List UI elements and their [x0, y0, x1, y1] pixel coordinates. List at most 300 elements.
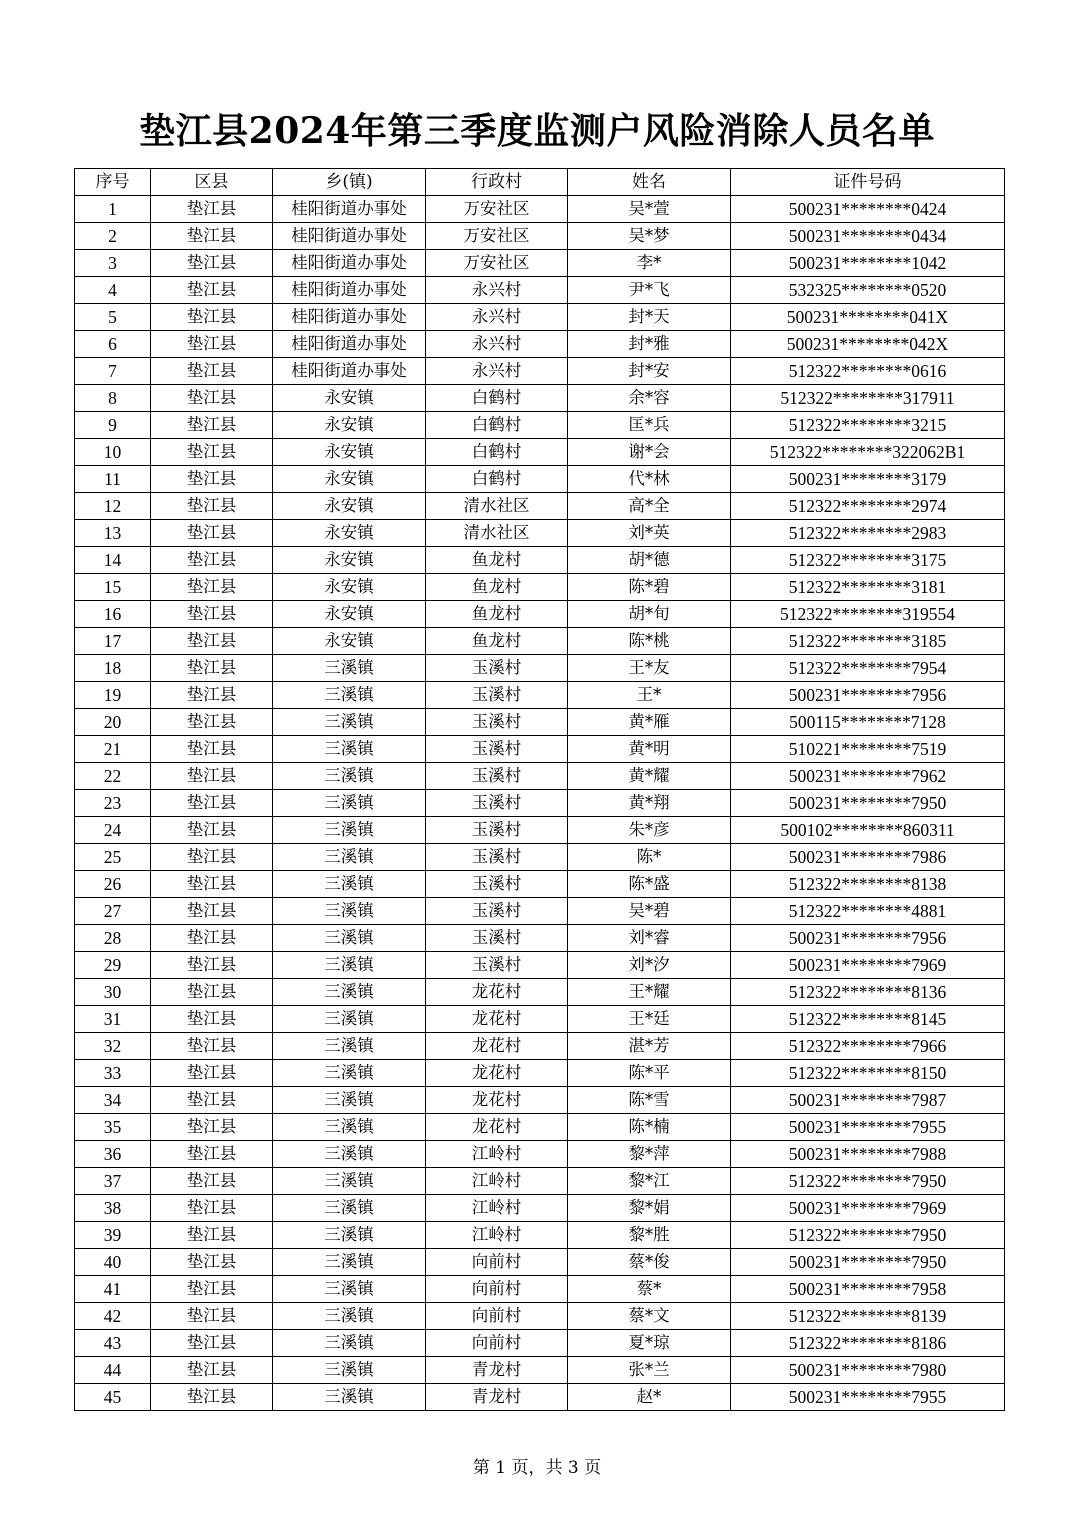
cell-town: 三溪镇 — [273, 898, 426, 925]
cell-seq: 45 — [75, 1384, 151, 1411]
table-row — [75, 790, 1005, 817]
cell-village: 玉溪村 — [426, 817, 568, 844]
cell-county: 垫江县 — [151, 277, 273, 304]
cell-village: 向前村 — [426, 1303, 568, 1330]
cell-seq: 17 — [75, 628, 151, 655]
cell-village: 鱼龙村 — [426, 628, 568, 655]
cell-town: 桂阳街道办事处 — [273, 331, 426, 358]
cell-town: 三溪镇 — [273, 1195, 426, 1222]
cell-county: 垫江县 — [151, 304, 273, 331]
cell-county: 垫江县 — [151, 1006, 273, 1033]
cell-seq: 40 — [75, 1249, 151, 1276]
table-row — [75, 358, 1005, 385]
table-row — [75, 1060, 1005, 1087]
cell-town: 三溪镇 — [273, 1141, 426, 1168]
table-row — [75, 547, 1005, 574]
cell-id-number: 500231********0424 — [731, 196, 1005, 223]
cell-village: 白鹤村 — [426, 439, 568, 466]
cell-county: 垫江县 — [151, 790, 273, 817]
cell-village: 江岭村 — [426, 1222, 568, 1249]
cell-id-number: 512322********322062B1 — [731, 439, 1005, 466]
cell-county: 垫江县 — [151, 439, 273, 466]
cell-village: 青龙村 — [426, 1384, 568, 1411]
cell-town: 三溪镇 — [273, 844, 426, 871]
cell-name: 王*耀 — [568, 979, 731, 1006]
cell-seq: 1 — [75, 196, 151, 223]
cell-county: 垫江县 — [151, 331, 273, 358]
cell-name: 代*林 — [568, 466, 731, 493]
cell-id-number: 500231********7969 — [731, 1195, 1005, 1222]
cell-id-number: 512322********7950 — [731, 1222, 1005, 1249]
table-row — [75, 277, 1005, 304]
cell-county: 垫江县 — [151, 763, 273, 790]
cell-seq: 3 — [75, 250, 151, 277]
cell-village: 玉溪村 — [426, 736, 568, 763]
column-header-town: 乡(镇) — [273, 169, 426, 196]
cell-town: 三溪镇 — [273, 925, 426, 952]
cell-village: 万安社区 — [426, 196, 568, 223]
cell-id-number: 500231********7958 — [731, 1276, 1005, 1303]
cell-name: 李* — [568, 250, 731, 277]
cell-village: 永兴村 — [426, 331, 568, 358]
cell-town: 三溪镇 — [273, 1060, 426, 1087]
cell-seq: 16 — [75, 601, 151, 628]
table-row — [75, 682, 1005, 709]
cell-name: 蔡* — [568, 1276, 731, 1303]
cell-county: 垫江县 — [151, 898, 273, 925]
cell-name: 陈*盛 — [568, 871, 731, 898]
table-row — [75, 1249, 1005, 1276]
cell-county: 垫江县 — [151, 385, 273, 412]
table-row — [75, 601, 1005, 628]
cell-id-number: 532325********0520 — [731, 277, 1005, 304]
column-header-name: 姓名 — [568, 169, 731, 196]
cell-village: 永兴村 — [426, 277, 568, 304]
table-row — [75, 817, 1005, 844]
column-header-county: 区县 — [151, 169, 273, 196]
cell-county: 垫江县 — [151, 1087, 273, 1114]
cell-town: 三溪镇 — [273, 1303, 426, 1330]
cell-id-number: 512322********8145 — [731, 1006, 1005, 1033]
cell-name: 吴*萱 — [568, 196, 731, 223]
cell-name: 胡*旬 — [568, 601, 731, 628]
cell-town: 永安镇 — [273, 601, 426, 628]
cell-seq: 41 — [75, 1276, 151, 1303]
column-header-id-number: 证件号码 — [731, 169, 1005, 196]
cell-id-number: 512322********8139 — [731, 1303, 1005, 1330]
table-row — [75, 763, 1005, 790]
cell-name: 尹*飞 — [568, 277, 731, 304]
cell-name: 胡*德 — [568, 547, 731, 574]
cell-name: 朱*彦 — [568, 817, 731, 844]
cell-town: 三溪镇 — [273, 1330, 426, 1357]
cell-id-number: 512322********0616 — [731, 358, 1005, 385]
cell-county: 垫江县 — [151, 250, 273, 277]
cell-town: 三溪镇 — [273, 1384, 426, 1411]
cell-name: 封*安 — [568, 358, 731, 385]
cell-name: 封*雅 — [568, 331, 731, 358]
cell-id-number: 500231********7956 — [731, 925, 1005, 952]
cell-id-number: 500231********041X — [731, 304, 1005, 331]
cell-town: 三溪镇 — [273, 1276, 426, 1303]
cell-county: 垫江县 — [151, 844, 273, 871]
table-row — [75, 520, 1005, 547]
cell-name: 蔡*文 — [568, 1303, 731, 1330]
cell-village: 清水社区 — [426, 493, 568, 520]
cell-village: 万安社区 — [426, 250, 568, 277]
cell-name: 陈* — [568, 844, 731, 871]
cell-seq: 10 — [75, 439, 151, 466]
cell-town: 永安镇 — [273, 385, 426, 412]
cell-seq: 11 — [75, 466, 151, 493]
cell-town: 永安镇 — [273, 520, 426, 547]
cell-seq: 31 — [75, 1006, 151, 1033]
cell-town: 三溪镇 — [273, 1006, 426, 1033]
cell-name: 吴*碧 — [568, 898, 731, 925]
cell-name: 刘*汐 — [568, 952, 731, 979]
cell-id-number: 512322********7966 — [731, 1033, 1005, 1060]
cell-county: 垫江县 — [151, 520, 273, 547]
cell-town: 三溪镇 — [273, 790, 426, 817]
cell-id-number: 512322********8136 — [731, 979, 1005, 1006]
table-row — [75, 385, 1005, 412]
cell-id-number: 500231********7956 — [731, 682, 1005, 709]
cell-village: 白鹤村 — [426, 412, 568, 439]
table-row — [75, 1141, 1005, 1168]
column-header-seq: 序号 — [75, 169, 151, 196]
cell-id-number: 510221********7519 — [731, 736, 1005, 763]
cell-village: 龙花村 — [426, 979, 568, 1006]
cell-name: 陈*平 — [568, 1060, 731, 1087]
cell-seq: 25 — [75, 844, 151, 871]
cell-county: 垫江县 — [151, 196, 273, 223]
cell-town: 三溪镇 — [273, 1087, 426, 1114]
table-row — [75, 898, 1005, 925]
cell-name: 黄*明 — [568, 736, 731, 763]
cell-name: 黄*耀 — [568, 763, 731, 790]
cell-county: 垫江县 — [151, 1303, 273, 1330]
table-row — [75, 574, 1005, 601]
cell-town: 永安镇 — [273, 547, 426, 574]
table-row — [75, 493, 1005, 520]
cell-village: 向前村 — [426, 1249, 568, 1276]
table-row — [75, 466, 1005, 493]
table-row — [75, 1357, 1005, 1384]
cell-county: 垫江县 — [151, 979, 273, 1006]
cell-id-number: 500231********7988 — [731, 1141, 1005, 1168]
cell-town: 三溪镇 — [273, 952, 426, 979]
cell-village: 玉溪村 — [426, 925, 568, 952]
cell-town: 三溪镇 — [273, 763, 426, 790]
table-row — [75, 1195, 1005, 1222]
cell-seq: 33 — [75, 1060, 151, 1087]
cell-county: 垫江县 — [151, 1114, 273, 1141]
table-header-row — [75, 169, 1005, 196]
cell-county: 垫江县 — [151, 1060, 273, 1087]
column-header-village: 行政村 — [426, 169, 568, 196]
cell-id-number: 512322********4881 — [731, 898, 1005, 925]
cell-village: 江岭村 — [426, 1195, 568, 1222]
cell-town: 永安镇 — [273, 412, 426, 439]
table-row — [75, 1303, 1005, 1330]
cell-seq: 14 — [75, 547, 151, 574]
cell-town: 桂阳街道办事处 — [273, 223, 426, 250]
cell-county: 垫江县 — [151, 925, 273, 952]
cell-name: 谢*会 — [568, 439, 731, 466]
cell-village: 玉溪村 — [426, 763, 568, 790]
cell-seq: 7 — [75, 358, 151, 385]
cell-town: 永安镇 — [273, 574, 426, 601]
cell-name: 陈*碧 — [568, 574, 731, 601]
cell-id-number: 512322********8138 — [731, 871, 1005, 898]
cell-name: 匡*兵 — [568, 412, 731, 439]
cell-town: 三溪镇 — [273, 1222, 426, 1249]
table-row — [75, 844, 1005, 871]
table-row — [75, 1006, 1005, 1033]
cell-id-number: 500231********0434 — [731, 223, 1005, 250]
cell-name: 陈*桃 — [568, 628, 731, 655]
cell-village: 玉溪村 — [426, 682, 568, 709]
cell-village: 青龙村 — [426, 1357, 568, 1384]
cell-village: 龙花村 — [426, 1087, 568, 1114]
table-row — [75, 1033, 1005, 1060]
cell-village: 龙花村 — [426, 1006, 568, 1033]
cell-town: 桂阳街道办事处 — [273, 304, 426, 331]
table-row — [75, 952, 1005, 979]
table-row — [75, 1222, 1005, 1249]
cell-name: 黎*江 — [568, 1168, 731, 1195]
cell-id-number: 512322********2983 — [731, 520, 1005, 547]
cell-seq: 15 — [75, 574, 151, 601]
cell-name: 余*容 — [568, 385, 731, 412]
cell-id-number: 500231********1042 — [731, 250, 1005, 277]
cell-seq: 21 — [75, 736, 151, 763]
cell-county: 垫江县 — [151, 628, 273, 655]
cell-id-number: 512322********3185 — [731, 628, 1005, 655]
table-row — [75, 1276, 1005, 1303]
cell-town: 三溪镇 — [273, 1357, 426, 1384]
cell-village: 玉溪村 — [426, 952, 568, 979]
table-row — [75, 871, 1005, 898]
cell-seq: 18 — [75, 655, 151, 682]
cell-county: 垫江县 — [151, 601, 273, 628]
table-row — [75, 250, 1005, 277]
cell-id-number: 500231********7986 — [731, 844, 1005, 871]
page-footer: 第 1 页，共 3 页 — [472, 1458, 602, 1478]
cell-id-number: 500231********7969 — [731, 952, 1005, 979]
cell-town: 桂阳街道办事处 — [273, 358, 426, 385]
cell-village: 江岭村 — [426, 1168, 568, 1195]
cell-seq: 44 — [75, 1357, 151, 1384]
cell-seq: 36 — [75, 1141, 151, 1168]
cell-name: 王*廷 — [568, 1006, 731, 1033]
cell-village: 龙花村 — [426, 1033, 568, 1060]
cell-county: 垫江县 — [151, 1276, 273, 1303]
cell-seq: 4 — [75, 277, 151, 304]
cell-county: 垫江县 — [151, 1330, 273, 1357]
cell-name: 王* — [568, 682, 731, 709]
cell-county: 垫江县 — [151, 223, 273, 250]
cell-name: 黎*萍 — [568, 1141, 731, 1168]
table-row — [75, 223, 1005, 250]
cell-town: 三溪镇 — [273, 1249, 426, 1276]
cell-id-number: 500231********042X — [731, 331, 1005, 358]
cell-seq: 26 — [75, 871, 151, 898]
cell-town: 三溪镇 — [273, 979, 426, 1006]
cell-village: 玉溪村 — [426, 871, 568, 898]
cell-id-number: 500231********3179 — [731, 466, 1005, 493]
cell-id-number: 500231********7950 — [731, 1249, 1005, 1276]
cell-county: 垫江县 — [151, 358, 273, 385]
cell-id-number: 500231********7962 — [731, 763, 1005, 790]
cell-county: 垫江县 — [151, 682, 273, 709]
table-row — [75, 331, 1005, 358]
cell-county: 垫江县 — [151, 412, 273, 439]
cell-town: 三溪镇 — [273, 1033, 426, 1060]
cell-id-number: 512322********7950 — [731, 1168, 1005, 1195]
cell-village: 龙花村 — [426, 1114, 568, 1141]
cell-village: 玉溪村 — [426, 655, 568, 682]
cell-county: 垫江县 — [151, 1384, 273, 1411]
page-title: 垫江县2024年第三季度监测户风险消除人员名单 — [139, 110, 935, 152]
cell-town: 桂阳街道办事处 — [273, 250, 426, 277]
cell-seq: 30 — [75, 979, 151, 1006]
table-row — [75, 1384, 1005, 1411]
cell-town: 永安镇 — [273, 493, 426, 520]
cell-county: 垫江县 — [151, 1141, 273, 1168]
table-row — [75, 979, 1005, 1006]
cell-town: 三溪镇 — [273, 1168, 426, 1195]
table-row — [75, 655, 1005, 682]
cell-county: 垫江县 — [151, 466, 273, 493]
cell-seq: 9 — [75, 412, 151, 439]
cell-id-number: 500231********7950 — [731, 790, 1005, 817]
cell-town: 桂阳街道办事处 — [273, 196, 426, 223]
cell-name: 陈*楠 — [568, 1114, 731, 1141]
cell-id-number: 512322********7954 — [731, 655, 1005, 682]
table-body — [75, 196, 1005, 1411]
cell-seq: 37 — [75, 1168, 151, 1195]
cell-village: 玉溪村 — [426, 844, 568, 871]
cell-seq: 12 — [75, 493, 151, 520]
cell-county: 垫江县 — [151, 1222, 273, 1249]
cell-town: 三溪镇 — [273, 709, 426, 736]
cell-seq: 43 — [75, 1330, 151, 1357]
cell-name: 黄*翔 — [568, 790, 731, 817]
cell-village: 玉溪村 — [426, 790, 568, 817]
cell-id-number: 512322********8150 — [731, 1060, 1005, 1087]
cell-id-number: 512322********317911 — [731, 385, 1005, 412]
cell-town: 三溪镇 — [273, 682, 426, 709]
cell-name: 黄*雁 — [568, 709, 731, 736]
cell-county: 垫江县 — [151, 493, 273, 520]
roster-table — [74, 168, 1005, 1411]
cell-seq: 42 — [75, 1303, 151, 1330]
cell-town: 桂阳街道办事处 — [273, 277, 426, 304]
cell-town: 永安镇 — [273, 466, 426, 493]
cell-seq: 23 — [75, 790, 151, 817]
cell-id-number: 512322********3175 — [731, 547, 1005, 574]
cell-town: 三溪镇 — [273, 817, 426, 844]
cell-seq: 5 — [75, 304, 151, 331]
cell-seq: 39 — [75, 1222, 151, 1249]
cell-id-number: 512322********3215 — [731, 412, 1005, 439]
cell-town: 永安镇 — [273, 628, 426, 655]
cell-village: 玉溪村 — [426, 709, 568, 736]
cell-seq: 6 — [75, 331, 151, 358]
cell-county: 垫江县 — [151, 817, 273, 844]
cell-id-number: 500231********7955 — [731, 1384, 1005, 1411]
cell-name: 黎*娟 — [568, 1195, 731, 1222]
cell-county: 垫江县 — [151, 736, 273, 763]
cell-county: 垫江县 — [151, 1168, 273, 1195]
cell-village: 永兴村 — [426, 304, 568, 331]
cell-county: 垫江县 — [151, 655, 273, 682]
cell-seq: 8 — [75, 385, 151, 412]
cell-village: 向前村 — [426, 1276, 568, 1303]
table-row — [75, 1087, 1005, 1114]
cell-id-number: 500231********7987 — [731, 1087, 1005, 1114]
cell-seq: 22 — [75, 763, 151, 790]
cell-name: 刘*英 — [568, 520, 731, 547]
cell-village: 江岭村 — [426, 1141, 568, 1168]
cell-name: 封*天 — [568, 304, 731, 331]
cell-id-number: 512322********2974 — [731, 493, 1005, 520]
cell-town: 三溪镇 — [273, 1114, 426, 1141]
cell-id-number: 500102********860311 — [731, 817, 1005, 844]
cell-name: 王*友 — [568, 655, 731, 682]
cell-county: 垫江县 — [151, 1195, 273, 1222]
table-row — [75, 1330, 1005, 1357]
cell-name: 张*兰 — [568, 1357, 731, 1384]
cell-county: 垫江县 — [151, 871, 273, 898]
cell-seq: 35 — [75, 1114, 151, 1141]
table-row — [75, 196, 1005, 223]
cell-village: 鱼龙村 — [426, 574, 568, 601]
cell-village: 清水社区 — [426, 520, 568, 547]
cell-county: 垫江县 — [151, 1033, 273, 1060]
cell-name: 蔡*俊 — [568, 1249, 731, 1276]
cell-name: 黎*胜 — [568, 1222, 731, 1249]
table-row — [75, 709, 1005, 736]
cell-seq: 29 — [75, 952, 151, 979]
table-row — [75, 736, 1005, 763]
cell-seq: 24 — [75, 817, 151, 844]
cell-village: 鱼龙村 — [426, 547, 568, 574]
cell-seq: 28 — [75, 925, 151, 952]
table-row — [75, 1114, 1005, 1141]
cell-county: 垫江县 — [151, 547, 273, 574]
table-row — [75, 628, 1005, 655]
table-row — [75, 439, 1005, 466]
cell-town: 三溪镇 — [273, 655, 426, 682]
cell-name: 夏*琼 — [568, 1330, 731, 1357]
cell-village: 白鹤村 — [426, 385, 568, 412]
cell-seq: 32 — [75, 1033, 151, 1060]
cell-village: 永兴村 — [426, 358, 568, 385]
cell-village: 玉溪村 — [426, 898, 568, 925]
cell-seq: 27 — [75, 898, 151, 925]
cell-name: 刘*睿 — [568, 925, 731, 952]
cell-village: 万安社区 — [426, 223, 568, 250]
cell-county: 垫江县 — [151, 574, 273, 601]
cell-seq: 13 — [75, 520, 151, 547]
cell-village: 向前村 — [426, 1330, 568, 1357]
cell-town: 永安镇 — [273, 439, 426, 466]
table-row — [75, 412, 1005, 439]
cell-county: 垫江县 — [151, 709, 273, 736]
cell-id-number: 512322********319554 — [731, 601, 1005, 628]
